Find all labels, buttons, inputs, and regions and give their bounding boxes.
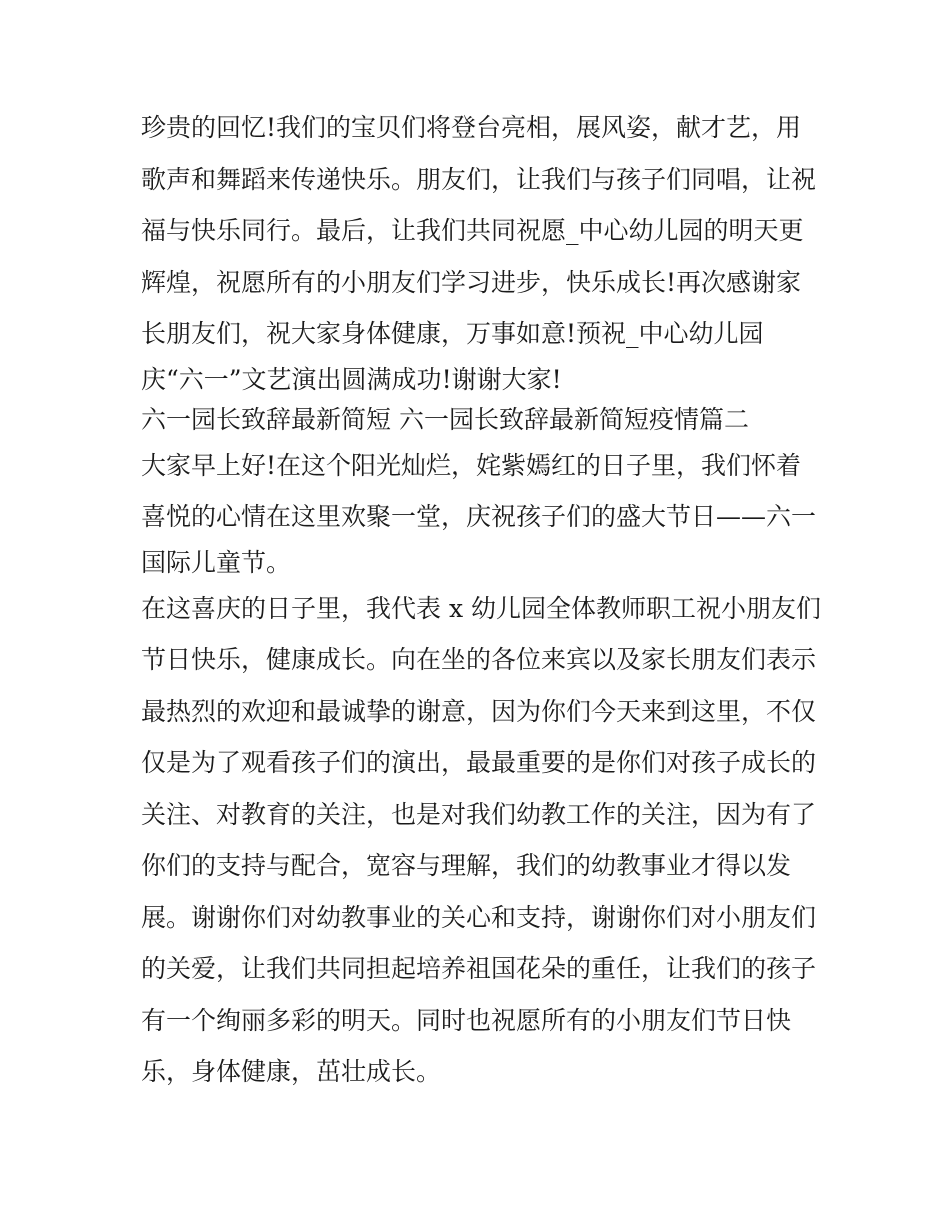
document-body [141,102,831,1098]
text-line: 歌声和舞蹈来传递快乐。朋友们，让我们与孩子们同唱，让祝 [141,164,817,194]
text-line: 的关爱，让我们共同担起培养祖国花朵的重任，让我们的孩子 [141,954,817,983]
text-line: 长朋友们，祝大家身体健康，万事如意!预祝_中心幼儿园 [141,319,764,348]
text-line: 福与快乐同行。最后，让我们共同祝愿_中心幼儿园的明天更 [141,216,804,245]
text-line: 喜悦的心情在这里欢聚一堂，庆祝孩子们的盛大节日——六一 [141,502,817,531]
text-line: 珍贵的回忆!我们的宝贝们将登台亮相，展风姿，献才艺，用 [141,113,802,142]
text-line: 国际儿童节。 [141,547,292,577]
text-line: 展。谢谢你们对幼教事业的关心和支持，谢谢你们对小朋友们 [141,902,817,932]
section-heading: 六一园长致辞最新简短 六一园长致辞最新简短疫情篇二 [141,404,749,434]
text-line: 仅是为了观看孩子们的演出，最最重要的是你们对孩子成长的 [141,748,817,777]
text-line: 最热烈的欢迎和最诚挚的谢意，因为你们今天来到这里，不仅 [141,696,817,726]
text-line: 大家早上好!在这个阳光灿烂，姹紫嫣红的日子里，我们怀着 [141,450,802,480]
text-line: 庆“六一”文艺演出圆满成功!谢谢大家! [141,364,562,394]
text-line: 关注、对教育的关注，也是对我们幼教工作的关注，因为有了 [141,799,817,829]
text-line: 在这喜庆的日子里，我代表 x 幼儿园全体教师职工祝小朋友们 [141,593,821,623]
text-line: 节日快乐，健康成长。向在坐的各位来宾以及家长朋友们表示 [141,645,817,674]
text-line: 你们的支持与配合，宽容与理解，我们的幼教事业才得以发 [141,851,792,880]
text-line: 有一个绚丽多彩的明天。同时也祝愿所有的小朋友们节日快 [141,1005,792,1035]
text-line: 辉煌，祝愿所有的小朋友们学习进步，快乐成长!再次感谢家 [141,267,802,297]
text-line: 乐，身体健康，茁壮成长。 [141,1057,442,1086]
